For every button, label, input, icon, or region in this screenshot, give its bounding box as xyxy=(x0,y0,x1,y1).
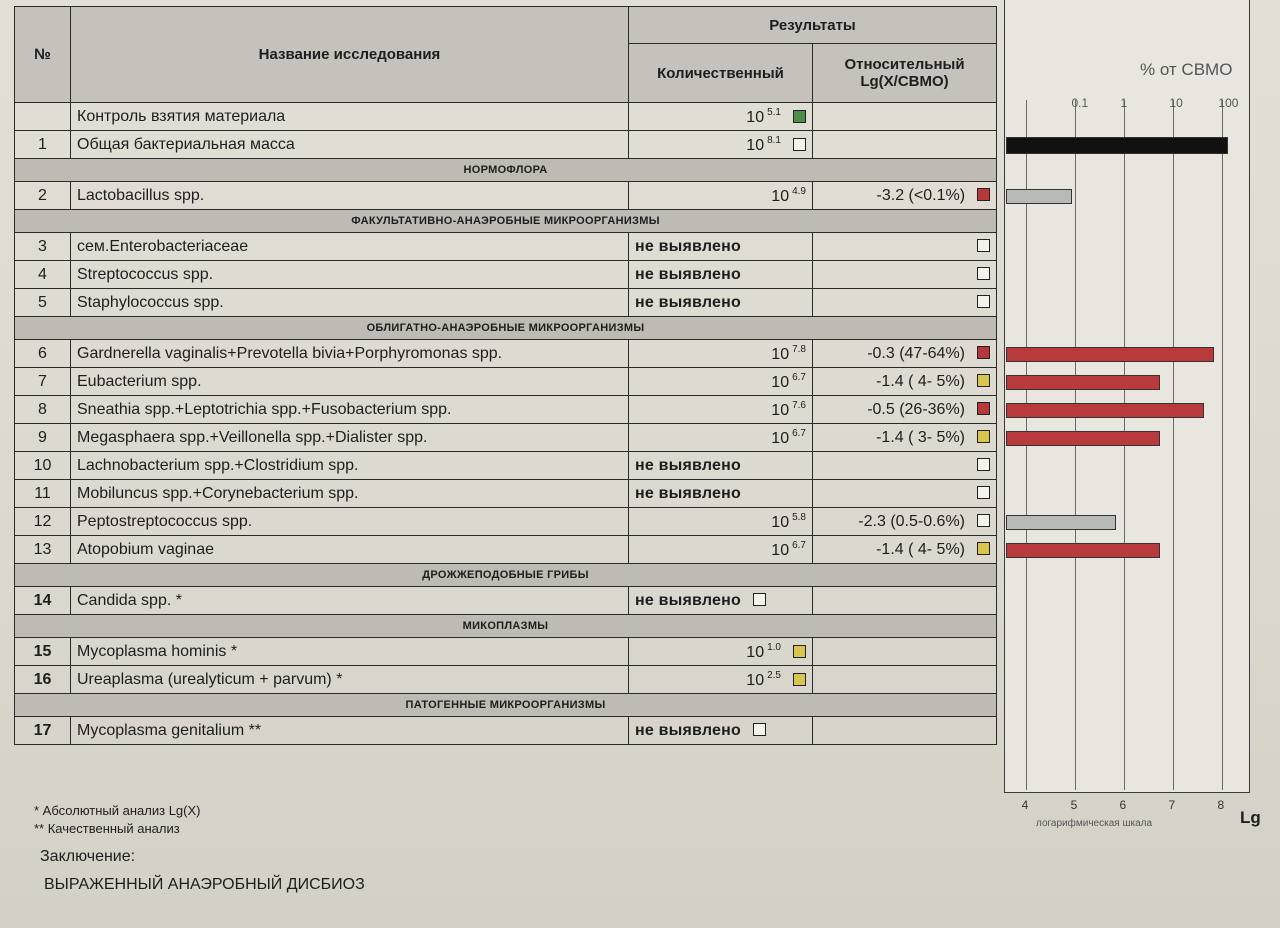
chart-top-tick-label: 10 xyxy=(1169,96,1183,110)
table-row xyxy=(15,452,997,480)
status-green-icon xyxy=(793,110,806,123)
row-name: Gardnerella vaginalis+Prevotella bivia+Porphyromonas spp. xyxy=(71,340,629,368)
row-name: сем.Enterobacteriaceae xyxy=(71,233,629,261)
row-name: Atopobium vaginae xyxy=(71,536,629,564)
section-row xyxy=(15,159,997,182)
row-name: Общая бактериальная масса xyxy=(71,131,629,159)
row-name: Peptostreptococcus spp. xyxy=(71,508,629,536)
table-row xyxy=(15,182,997,210)
section-row xyxy=(15,210,997,233)
row-qty: не выявлено xyxy=(629,261,813,289)
row-qty: не выявлено xyxy=(629,717,813,745)
row-qty: 10 $^{6.7}$ xyxy=(629,368,813,396)
row-num: 15 xyxy=(15,638,71,666)
table-row xyxy=(15,587,997,615)
row-qty: 10 $^{4.9}$ xyxy=(629,182,813,210)
chart-tick-label: 4 xyxy=(1021,798,1029,812)
col-results-header: Результаты xyxy=(629,7,997,44)
row-rel: -1.4 ( 3- 5%) xyxy=(813,424,997,452)
section-title: НОРМОФЛОРА xyxy=(15,159,997,182)
chart-bar xyxy=(1006,347,1214,362)
section-title: ДРОЖЖЕПОДОБНЫЕ ГРИБЫ xyxy=(15,564,997,587)
chart-title: % от СВМО xyxy=(1140,60,1233,79)
row-qty: 10 $^{6.7}$ xyxy=(629,424,813,452)
chart-tick-label: 6 xyxy=(1119,798,1127,812)
row-num: 12 xyxy=(15,508,71,536)
results-table xyxy=(14,6,997,745)
chart-tick-label: 7 xyxy=(1168,798,1176,812)
row-num: 1 xyxy=(15,131,71,159)
status-red-icon xyxy=(977,402,990,415)
row-qty: 10 $^{6.7}$ xyxy=(629,536,813,564)
row-num: 16 xyxy=(15,666,71,694)
footnote-absolute: * Абсолютный анализ Lg(X) xyxy=(34,803,201,818)
row-num: 6 xyxy=(15,340,71,368)
status-empty-icon xyxy=(977,458,990,471)
row-name: Lactobacillus spp. xyxy=(71,182,629,210)
row-name: Staphylococcus spp. xyxy=(71,289,629,317)
row-qty: 10 $^{5.8}$ xyxy=(629,508,813,536)
row-name: Mycoplasma hominis * xyxy=(71,638,629,666)
section-row xyxy=(15,615,997,638)
row-rel: -1.4 ( 4- 5%) xyxy=(813,536,997,564)
status-empty-icon xyxy=(753,723,766,736)
table-row xyxy=(15,508,997,536)
row-rel: -0.5 (26-36%) xyxy=(813,396,997,424)
status-yellow-icon xyxy=(977,430,990,443)
row-num: 5 xyxy=(15,289,71,317)
row-name: Контроль взятия материала xyxy=(71,103,629,131)
chart-xlabel: логарифмическая шкала xyxy=(1036,818,1153,829)
status-yellow-icon xyxy=(793,645,806,658)
row-num: 14 xyxy=(15,587,71,615)
row-num: 10 xyxy=(15,452,71,480)
row-name: Megasphaera spp.+Veillonella spp.+Dialister spp. xyxy=(71,424,629,452)
row-num: 17 xyxy=(15,717,71,745)
table-row xyxy=(15,717,997,745)
row-qty: 10 $^{7.6}$ xyxy=(629,396,813,424)
chart-top-tick-label: 1 xyxy=(1120,96,1128,110)
col-rel-header: Относительный Lg(X/СВМО) xyxy=(813,44,997,103)
chart-gridline xyxy=(1222,100,1223,790)
row-name: Candida spp. * xyxy=(71,587,629,615)
status-empty-icon xyxy=(977,239,990,252)
row-qty: не выявлено xyxy=(629,233,813,261)
section-row xyxy=(15,317,997,340)
row-num: 13 xyxy=(15,536,71,564)
row-name: Ureaplasma (urealyticum + parvum) * xyxy=(71,666,629,694)
row-name: Lachnobacterium spp.+Clostridium spp. xyxy=(71,452,629,480)
status-yellow-icon xyxy=(977,374,990,387)
status-empty-icon xyxy=(753,593,766,606)
row-rel: -1.4 ( 4- 5%) xyxy=(813,368,997,396)
status-empty-icon xyxy=(977,267,990,280)
chart-panel xyxy=(1004,0,1250,793)
section-title: МИКОПЛАЗМЫ xyxy=(15,615,997,638)
row-qty: 10 $^{7.8}$ xyxy=(629,340,813,368)
table-row xyxy=(15,368,997,396)
row-qty: 10 $^{8.1}$ xyxy=(629,131,813,159)
col-quant-header: Количественный xyxy=(629,44,813,103)
table-row xyxy=(15,233,997,261)
status-empty-icon xyxy=(977,295,990,308)
status-red-icon xyxy=(977,188,990,201)
status-empty-icon xyxy=(793,138,806,151)
row-name: Eubacterium spp. xyxy=(71,368,629,396)
table-row xyxy=(15,536,997,564)
chart-tick-label: 5 xyxy=(1070,798,1078,812)
chart-axis-unit: Lg xyxy=(1240,808,1261,827)
row-qty: не выявлено xyxy=(629,480,813,508)
row-name: Sneathia spp.+Leptotrichia spp.+Fusobacterium spp. xyxy=(71,396,629,424)
status-empty-icon xyxy=(977,486,990,499)
row-name: Mycoplasma genitalium ** xyxy=(71,717,629,745)
table-row xyxy=(15,131,997,159)
section-title: ПАТОГЕННЫЕ МИКРООРГАНИЗМЫ xyxy=(15,694,997,717)
table-row xyxy=(15,638,997,666)
row-num: 9 xyxy=(15,424,71,452)
chart-top-tick-label: 100 xyxy=(1218,96,1239,110)
row-name: Mobiluncus spp.+Corynebacterium spp. xyxy=(71,480,629,508)
table-row xyxy=(15,289,997,317)
row-qty: 10 $^{2.5}$ xyxy=(629,666,813,694)
row-num: 4 xyxy=(15,261,71,289)
row-rel: -3.2 (<0.1%) xyxy=(813,182,997,210)
section-title: ФАКУЛЬТАТИВНО-АНАЭРОБНЫЕ МИКРООРГАНИЗМЫ xyxy=(15,210,997,233)
section-row xyxy=(15,564,997,587)
chart-bar xyxy=(1006,403,1204,418)
conclusion-label: Заключение: xyxy=(40,848,136,865)
conclusion-text: ВЫРАЖЕННЫЙ АНАЭРОБНЫЙ ДИСБИОЗ xyxy=(44,876,365,893)
chart-top-tick-label: 0.1 xyxy=(1071,96,1089,110)
col-num-header: № xyxy=(15,7,71,103)
chart-tick-label: 8 xyxy=(1217,798,1225,812)
row-rel: -2.3 (0.5-0.6%) xyxy=(813,508,997,536)
chart-bar xyxy=(1006,375,1160,390)
row-num: 2 xyxy=(15,182,71,210)
status-empty-icon xyxy=(977,514,990,527)
row-num: 7 xyxy=(15,368,71,396)
row-qty: не выявлено xyxy=(629,289,813,317)
table-row xyxy=(15,480,997,508)
section-title: ОБЛИГАТНО-АНАЭРОБНЫЕ МИКРООРГАНИЗМЫ xyxy=(15,317,997,340)
table-row xyxy=(15,103,997,131)
chart-bar xyxy=(1006,137,1228,154)
row-qty: 10 $^{1.0}$ xyxy=(629,638,813,666)
status-yellow-icon xyxy=(793,673,806,686)
table-row xyxy=(15,666,997,694)
row-num: 3 xyxy=(15,233,71,261)
row-name: Streptococcus spp. xyxy=(71,261,629,289)
table-row xyxy=(15,340,997,368)
table-row xyxy=(15,261,997,289)
section-row xyxy=(15,694,997,717)
col-name-header: Название исследования xyxy=(71,7,629,103)
table-row xyxy=(15,396,997,424)
status-red-icon xyxy=(977,346,990,359)
chart-gridline xyxy=(1173,100,1174,790)
footnote-qualitative: ** Качественный анализ xyxy=(34,821,180,836)
chart-bar xyxy=(1006,431,1160,446)
chart-bar xyxy=(1006,189,1072,204)
row-qty: не выявлено xyxy=(629,587,813,615)
row-num: 8 xyxy=(15,396,71,424)
row-qty: не выявлено xyxy=(629,452,813,480)
chart-bar xyxy=(1006,543,1160,558)
row-num: 11 xyxy=(15,480,71,508)
chart-bar xyxy=(1006,515,1116,530)
row-rel: -0.3 (47-64%) xyxy=(813,340,997,368)
status-yellow-icon xyxy=(977,542,990,555)
table-row xyxy=(15,424,997,452)
row-qty: 10 $^{5.1}$ xyxy=(629,103,813,131)
